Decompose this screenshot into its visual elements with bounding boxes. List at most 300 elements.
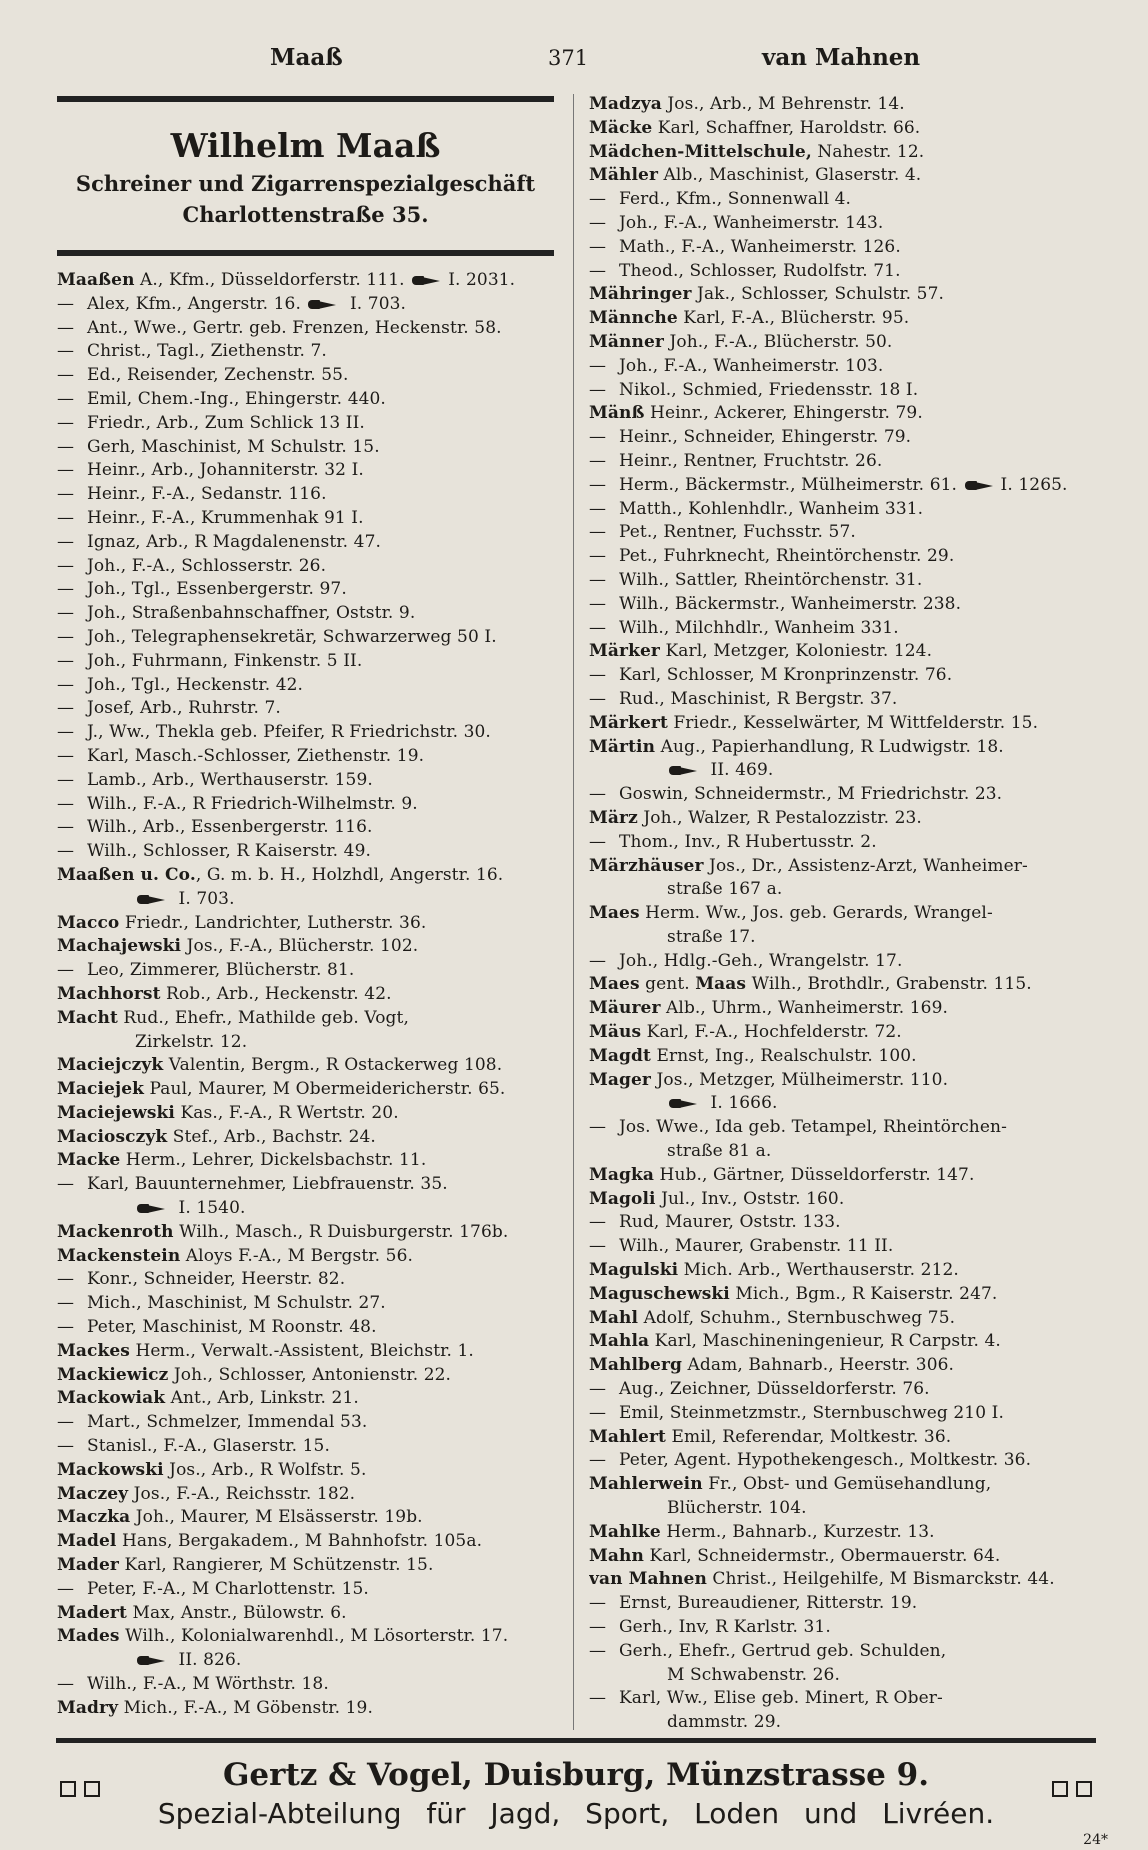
directory-entry bbox=[589, 569, 1094, 593]
entry-surname: Madzya bbox=[589, 94, 662, 114]
directory-entry bbox=[589, 521, 1094, 545]
entry-details: Christ., Heilgehilfe, M Bismarckstr. 44. bbox=[706, 1569, 1055, 1590]
entry-details: Karl, Metzger, Koloniestr. 124. bbox=[659, 641, 933, 662]
entry-details: Jos., Arb., R Wolfstr. 5. bbox=[163, 1459, 367, 1480]
directory-entry bbox=[57, 816, 554, 840]
directory-entry bbox=[589, 1021, 1094, 1045]
entry-surname: Mäus bbox=[589, 1022, 642, 1043]
directory-entry bbox=[57, 483, 554, 507]
page-number: 371 bbox=[548, 46, 589, 70]
footer-rule bbox=[56, 1738, 1096, 1743]
directory-entry bbox=[57, 1340, 554, 1364]
repeat-dash: — bbox=[57, 698, 75, 719]
repeat-dash: — bbox=[57, 793, 75, 814]
entry-details: Theod., Schlosser, Rudolfstr. 71. bbox=[619, 260, 901, 281]
directory-entry bbox=[589, 1426, 1094, 1450]
directory-entry bbox=[57, 412, 554, 436]
entry-surname: Macke bbox=[57, 1150, 121, 1171]
telephone-icon bbox=[965, 481, 997, 490]
repeat-dash: — bbox=[589, 236, 607, 257]
directory-entry bbox=[589, 1402, 1094, 1426]
entry-details: Gerh, Maschinist, M Schulstr. 15. bbox=[87, 436, 380, 457]
directory-entry bbox=[589, 331, 1094, 355]
entry-details: Joh., Hdlg.-Geh., Wrangelstr. 17. bbox=[619, 950, 903, 971]
repeat-dash: — bbox=[57, 293, 75, 314]
repeat-dash: — bbox=[57, 960, 75, 981]
repeat-dash: — bbox=[589, 569, 607, 590]
directory-entry bbox=[57, 983, 554, 1007]
directory-entry bbox=[57, 793, 554, 817]
telephone-number: I. 1265. bbox=[1000, 474, 1068, 495]
entry-details: Ant., Wwe., Gertr. geb. Frenzen, Heckenstr. 58. bbox=[87, 317, 502, 338]
entry-details: Alex, Kfm., Angerstr. 16. bbox=[87, 293, 307, 314]
directory-entry bbox=[589, 712, 1094, 736]
footer-line-1 bbox=[56, 1755, 1096, 1795]
directory-entry bbox=[57, 1149, 554, 1173]
directory-entry bbox=[57, 531, 554, 555]
entry-details: Karl, Schneidermstr., Obermauerstr. 64. bbox=[643, 1545, 1001, 1566]
repeat-dash: — bbox=[57, 365, 75, 386]
entry-surname: Macco bbox=[57, 912, 120, 933]
entry-surname: Mänß bbox=[589, 403, 645, 424]
entry-surname: Mahlke bbox=[589, 1521, 661, 1542]
entry-surname: Maes bbox=[589, 903, 640, 924]
entry-details: Pet., Rentner, Fuchsstr. 57. bbox=[619, 522, 856, 543]
entry-surname: Mackiewicz bbox=[57, 1364, 169, 1385]
directory-entry bbox=[57, 959, 554, 983]
entry-details: Karl, Maschineningenieur, R Carpstr. 4. bbox=[649, 1331, 1001, 1352]
repeat-dash: — bbox=[57, 555, 75, 576]
directory-entry bbox=[57, 507, 554, 531]
entry-details: Peter, Agent. Hypothekengesch., Moltkestr. 36. bbox=[619, 1450, 1032, 1471]
repeat-dash: — bbox=[589, 1450, 607, 1471]
directory-entry bbox=[589, 141, 1094, 165]
entry-details: Rud., Ehefr., Mathilde geb. Vogt, bbox=[117, 1007, 409, 1028]
directory-entry bbox=[589, 1116, 1094, 1140]
entry-details: Adolf, Schuhm., Sternbuschweg 75. bbox=[638, 1307, 956, 1328]
telephone-icon bbox=[137, 1656, 169, 1665]
directory-entry bbox=[589, 1640, 1094, 1664]
entry-details: Konr., Schneider, Heerstr. 82. bbox=[87, 1269, 346, 1290]
directory-entry bbox=[589, 593, 1094, 617]
repeat-dash: — bbox=[57, 1317, 75, 1338]
entry-details: Wilh., Sattler, Rheintörchenstr. 31. bbox=[619, 569, 923, 590]
directory-entry bbox=[589, 1164, 1094, 1188]
directory-entry bbox=[589, 307, 1094, 331]
entry-details: Joh., Maurer, M Elsässerstr. 19b. bbox=[130, 1507, 423, 1528]
directory-entry bbox=[57, 1649, 554, 1673]
entry-details: Karl, Bauunternehmer, Liebfrauenstr. 35. bbox=[87, 1174, 448, 1195]
entry-details: Kas., F.-A., R Wertstr. 20. bbox=[174, 1102, 399, 1123]
left-column bbox=[57, 96, 554, 1721]
repeat-dash: — bbox=[57, 841, 75, 862]
entry-details: straße 167 a. bbox=[667, 879, 783, 900]
repeat-dash: — bbox=[57, 460, 75, 481]
repeat-dash: — bbox=[589, 617, 607, 638]
entry-surname: März bbox=[589, 807, 638, 828]
entry-details: Blücherstr. 104. bbox=[667, 1498, 807, 1519]
repeat-dash: — bbox=[589, 1379, 607, 1400]
left-entry-list bbox=[57, 269, 554, 1721]
advert-line-1: Schreiner und Zigarrenspezialgeschäft bbox=[75, 171, 536, 196]
entry-surname: Mahla bbox=[589, 1331, 650, 1352]
repeat-dash: — bbox=[589, 355, 607, 376]
directory-entry bbox=[589, 1592, 1094, 1616]
entry-details: straße 81 a. bbox=[667, 1141, 772, 1162]
directory-entry bbox=[57, 1197, 554, 1221]
directory-entry bbox=[589, 212, 1094, 236]
entry-details: Joh., Tgl., Heckenstr. 42. bbox=[87, 674, 304, 695]
directory-entry bbox=[589, 117, 1094, 141]
entry-details: Heinr., Schneider, Ehingerstr. 79. bbox=[619, 427, 912, 448]
page-header bbox=[0, 44, 1148, 84]
telephone-icon bbox=[412, 276, 444, 285]
entry-surname: Mahn bbox=[589, 1545, 644, 1566]
directory-entry bbox=[57, 840, 554, 864]
directory-entry bbox=[589, 1140, 1094, 1164]
directory-entry bbox=[57, 1102, 554, 1126]
directory-entry bbox=[589, 1616, 1094, 1640]
entry-details: Nikol., Schmied, Friedensstr. 18 I. bbox=[619, 379, 919, 400]
entry-surname: Mädchen-Mittelschule, bbox=[589, 141, 812, 162]
entry-details: Wilh., F.-A., R Friedrich-Wilhelmstr. 9. bbox=[87, 793, 418, 814]
entry-details: Lamb., Arb., Werthauserstr. 159. bbox=[87, 769, 373, 790]
repeat-dash: — bbox=[589, 665, 607, 686]
entry-details: Joh., Telegraphensekretär, Schwarzerweg 50 I. bbox=[87, 626, 497, 647]
entry-details: Emil, Steinmetzmstr., Sternbuschweg 210 I. bbox=[619, 1402, 1004, 1423]
directory-entry bbox=[57, 1221, 554, 1245]
repeat-dash: — bbox=[589, 1593, 607, 1614]
square-bullets-right bbox=[1048, 1767, 1096, 1807]
entry-details: Aug., Papierhandlung, R Ludwigstr. 18. bbox=[655, 736, 1004, 757]
entry-details: Leo, Zimmerer, Blücherstr. 81. bbox=[87, 960, 355, 981]
directory-entry bbox=[57, 340, 554, 364]
entry-details: Alb., Maschinist, Glaserstr. 4. bbox=[658, 165, 922, 186]
entry-surname: Mager bbox=[589, 1069, 651, 1090]
entry-details: Peter, Maschinist, M Roonstr. 48. bbox=[87, 1317, 377, 1338]
entry-details: Peter, F.-A., M Charlottenstr. 15. bbox=[87, 1578, 369, 1599]
telephone-number: II. 826. bbox=[173, 1650, 242, 1671]
repeat-dash: — bbox=[57, 1436, 75, 1457]
entry-surname: Madert bbox=[57, 1602, 127, 1623]
repeat-dash: — bbox=[57, 579, 75, 600]
repeat-dash: — bbox=[589, 1402, 607, 1423]
directory-entry bbox=[589, 283, 1094, 307]
repeat-dash: — bbox=[57, 650, 75, 671]
entry-details: Ed., Reisender, Zechenstr. 55. bbox=[87, 365, 349, 386]
sheet-signature: 24* bbox=[1083, 1832, 1108, 1848]
entry-details: Aug., Zeichner, Düsseldorferstr. 76. bbox=[619, 1379, 930, 1400]
repeat-dash: — bbox=[589, 427, 607, 448]
entry-details: Wilh., F.-A., M Wörthstr. 18. bbox=[87, 1674, 329, 1695]
directory-entry bbox=[57, 674, 554, 698]
entry-surname: Mackenroth bbox=[57, 1221, 174, 1242]
entry-details: Ignaz, Arb., R Magdalenenstr. 47. bbox=[87, 531, 382, 552]
directory-entry bbox=[589, 426, 1094, 450]
directory-entry bbox=[57, 1007, 554, 1031]
header-left-name: Maaß bbox=[270, 44, 343, 71]
entry-surname: Märtin bbox=[589, 736, 656, 757]
directory-entry bbox=[57, 1530, 554, 1554]
entry-details: Joh., F.-A., Blücherstr. 50. bbox=[663, 331, 893, 352]
directory-entry bbox=[589, 1568, 1094, 1592]
directory-entry bbox=[589, 93, 1094, 117]
directory-entry bbox=[589, 1069, 1094, 1093]
directory-entry bbox=[589, 1449, 1094, 1473]
directory-entry bbox=[57, 269, 554, 293]
entry-details: Wilh., Schlosser, R Kaiserstr. 49. bbox=[87, 841, 372, 862]
entry-surname: Maczey bbox=[57, 1483, 129, 1504]
repeat-dash: — bbox=[589, 1688, 607, 1709]
directory-entry bbox=[589, 188, 1094, 212]
repeat-dash: — bbox=[57, 1578, 75, 1599]
directory-entry bbox=[589, 855, 1094, 879]
directory-entry bbox=[589, 617, 1094, 641]
entry-details: Joh., Fuhrmann, Finkenstr. 5 II. bbox=[87, 650, 363, 671]
entry-details: Mich. Arb., Werthauserstr. 212. bbox=[678, 1260, 959, 1281]
directory-entry bbox=[57, 578, 554, 602]
entry-details: Nahestr. 12. bbox=[811, 141, 925, 162]
entry-details: Joh., F.-A., Schlosserstr. 26. bbox=[87, 555, 327, 576]
entry-details: Herm., Bäckermstr., Mülheimerstr. 61. bbox=[619, 474, 963, 495]
entry-surname: Mades bbox=[57, 1626, 120, 1647]
repeat-dash: — bbox=[589, 784, 607, 805]
directory-entry bbox=[589, 1521, 1094, 1545]
repeat-dash: — bbox=[57, 507, 75, 528]
entry-surname: Mahlert bbox=[589, 1426, 666, 1447]
repeat-dash: — bbox=[589, 1236, 607, 1257]
entry-surname: Magulski bbox=[589, 1260, 679, 1281]
repeat-dash: — bbox=[589, 1640, 607, 1661]
directory-entry bbox=[589, 1378, 1094, 1402]
entry-details: Wilh., Maurer, Grabenstr. 11 II. bbox=[619, 1236, 894, 1257]
telephone-number: I. 1540. bbox=[173, 1198, 246, 1219]
entry-details: Mich., Maschinist, M Schulstr. 27. bbox=[87, 1293, 386, 1314]
entry-details: Jul., Inv., Oststr. 160. bbox=[655, 1188, 845, 1209]
directory-entry bbox=[589, 688, 1094, 712]
directory-entry bbox=[57, 317, 554, 341]
directory-entry bbox=[589, 1664, 1094, 1688]
directory-entry bbox=[589, 1330, 1094, 1354]
entry-details: Pet., Fuhrknecht, Rheintörchenstr. 29. bbox=[619, 546, 955, 567]
footer-firm-text: Gertz & Vogel, Duisburg, Münzstrasse 9. bbox=[222, 1757, 930, 1793]
repeat-dash: — bbox=[57, 341, 75, 362]
advert-box bbox=[57, 102, 554, 250]
repeat-dash: — bbox=[57, 1293, 75, 1314]
repeat-dash: — bbox=[589, 379, 607, 400]
directory-entry bbox=[589, 1045, 1094, 1069]
directory-entry bbox=[57, 697, 554, 721]
entry-details: Aloys F.-A., M Bergstr. 56. bbox=[180, 1245, 413, 1266]
directory-entry bbox=[57, 864, 554, 888]
column-divider bbox=[573, 94, 574, 1730]
entry-details: Wilh., Bäckermstr., Wanheimerstr. 238. bbox=[619, 593, 962, 614]
repeat-dash: — bbox=[57, 317, 75, 338]
repeat-dash: — bbox=[589, 950, 607, 971]
directory-entry bbox=[589, 545, 1094, 569]
entry-details: Karl, Ww., Elise geb. Minert, R Ober- bbox=[619, 1688, 943, 1709]
repeat-dash: — bbox=[57, 603, 75, 624]
entry-surname: Madel bbox=[57, 1531, 117, 1552]
repeat-dash: — bbox=[57, 817, 75, 838]
entry-details: Math., F.-A., Wanheimerstr. 126. bbox=[619, 236, 901, 257]
entry-surname: Mackowski bbox=[57, 1459, 164, 1480]
entry-details: Adam, Bahnarb., Heerstr. 306. bbox=[682, 1355, 955, 1376]
directory-entry bbox=[57, 888, 554, 912]
repeat-dash: — bbox=[57, 626, 75, 647]
entry-details: Valentin, Bergm., R Ostackerweg 108. bbox=[163, 1055, 503, 1076]
directory-entry bbox=[589, 164, 1094, 188]
directory-entry bbox=[57, 555, 554, 579]
directory-entry bbox=[589, 783, 1094, 807]
entry-details: J., Ww., Thekla geb. Pfeifer, R Friedrichstr. 30. bbox=[87, 722, 491, 743]
entry-details: Joh., Straßenbahnschaffner, Oststr. 9. bbox=[87, 603, 416, 624]
entry-details: Karl, Schaffner, Haroldstr. 66. bbox=[652, 117, 921, 138]
entry-surname: Mäcke bbox=[589, 117, 653, 138]
directory-entry bbox=[589, 1259, 1094, 1283]
repeat-dash: — bbox=[589, 260, 607, 281]
directory-entry bbox=[589, 1188, 1094, 1212]
entry-surname: Maaßen bbox=[57, 270, 135, 290]
entry-details: Heinr., F.-A., Sedanstr. 116. bbox=[87, 484, 327, 505]
entry-surname: Mäurer bbox=[589, 998, 661, 1019]
entry-surname: Magdt bbox=[589, 1045, 651, 1066]
directory-entry bbox=[57, 1578, 554, 1602]
directory-entry bbox=[57, 436, 554, 460]
directory-entry bbox=[57, 1602, 554, 1626]
directory-entry bbox=[57, 388, 554, 412]
repeat-dash: — bbox=[589, 593, 607, 614]
directory-entry bbox=[589, 1283, 1094, 1307]
entry-details: Karl, F.-A., Hochfelderstr. 72. bbox=[641, 1022, 902, 1043]
directory-entry bbox=[589, 736, 1094, 760]
entry-details: Herm., Lehrer, Dickelsbachstr. 11. bbox=[120, 1150, 427, 1171]
entry-details: Karl, Rangierer, M Schützenstr. 15. bbox=[119, 1555, 434, 1576]
directory-entry bbox=[57, 1054, 554, 1078]
telephone-number: II. 469. bbox=[705, 760, 774, 781]
repeat-dash: — bbox=[589, 474, 607, 495]
entry-details: Friedr., Kesselwärter, M Wittfelderstr. 15. bbox=[667, 712, 1039, 733]
entry-surname: Mahlberg bbox=[589, 1355, 682, 1376]
repeat-dash: — bbox=[589, 450, 607, 471]
entry-details: Karl, Masch.-Schlosser, Ziethenstr. 19. bbox=[87, 745, 425, 766]
repeat-dash: — bbox=[589, 189, 607, 210]
directory-entry bbox=[57, 1673, 554, 1697]
directory-entry bbox=[57, 626, 554, 650]
directory-entry bbox=[57, 364, 554, 388]
entry-surname: Maciejczyk bbox=[57, 1055, 164, 1076]
entry-details: Zirkelstr. 12. bbox=[135, 1031, 248, 1052]
telephone-icon bbox=[137, 895, 169, 904]
directory-entry bbox=[57, 1387, 554, 1411]
entry-details: Hub., Gärtner, Düsseldorferstr. 147. bbox=[654, 1164, 975, 1185]
directory-entry bbox=[57, 1078, 554, 1102]
directory-entry bbox=[57, 1483, 554, 1507]
directory-entry bbox=[57, 1411, 554, 1435]
footer-advert bbox=[56, 1738, 1096, 1833]
entry-surname: Mackenstein bbox=[57, 1245, 181, 1266]
entry-details: Rud, Maurer, Oststr. 133. bbox=[619, 1212, 841, 1233]
directory-entry bbox=[589, 379, 1094, 403]
entry-details: Emil, Chem.-Ing., Ehingerstr. 440. bbox=[87, 388, 386, 409]
directory-entry bbox=[589, 1711, 1094, 1735]
entry-details: Wilh., Arb., Essenbergerstr. 116. bbox=[87, 817, 373, 838]
footer-line-2: Spezial-Abteilung für Jagd, Sport, Loden und Livréen. bbox=[157, 1797, 995, 1830]
advert-bottom-rule bbox=[57, 250, 554, 256]
entry-details: Heinr., Ackerer, Ehingerstr. 79. bbox=[644, 403, 923, 424]
entry-surname: Madry bbox=[57, 1697, 119, 1718]
entry-details: Karl, F.-A., Blücherstr. 95. bbox=[677, 308, 910, 329]
entry-surname: Maczka bbox=[57, 1507, 131, 1528]
directory-entry bbox=[589, 236, 1094, 260]
entry-details: Ant., Arb, Linkstr. 21. bbox=[165, 1388, 359, 1409]
entry-details: Mart., Schmelzer, Immendal 53. bbox=[87, 1412, 368, 1433]
directory-entry bbox=[589, 950, 1094, 974]
entry-details: Heinr., F.-A., Krummenhak 91 I. bbox=[87, 507, 364, 528]
entry-surname: Männche bbox=[589, 308, 678, 329]
entry-details: Goswin, Schneidermstr., M Friedrichstr. 23. bbox=[619, 784, 1003, 805]
directory-entry bbox=[589, 1235, 1094, 1259]
entry-details: Jos., Dr., Assistenz-Arzt, Wanheimer- bbox=[703, 855, 1028, 876]
directory-entry bbox=[589, 1545, 1094, 1569]
entry-details: Joh., F.-A., Wanheimerstr. 103. bbox=[619, 355, 884, 376]
entry-details: Herm. Ww., Jos. geb. Gerards, Wrangel- bbox=[639, 903, 993, 924]
directory-entry bbox=[57, 459, 554, 483]
advert-line-2: Charlottenstraße 35. bbox=[182, 202, 429, 227]
directory-entry bbox=[589, 902, 1094, 926]
directory-entry bbox=[589, 260, 1094, 284]
repeat-dash: — bbox=[57, 1412, 75, 1433]
directory-entry bbox=[589, 759, 1094, 783]
directory-entry bbox=[589, 474, 1094, 498]
directory-entry bbox=[57, 1268, 554, 1292]
directory-entry bbox=[57, 1554, 554, 1578]
entry-details: Karl, Schlosser, M Kronprinzenstr. 76. bbox=[619, 665, 953, 686]
entry-details: Wilh., Milchhdlr., Wanheim 331. bbox=[619, 617, 899, 638]
entry-details: straße 17. bbox=[667, 926, 756, 947]
directory-entry bbox=[57, 1031, 554, 1055]
repeat-dash: — bbox=[57, 1674, 75, 1695]
repeat-dash: — bbox=[589, 688, 607, 709]
telephone-number: I. 1666. bbox=[705, 1093, 778, 1114]
entry-details: , G. m. b. H., Holzhdl, Angerstr. 16. bbox=[195, 864, 504, 885]
entry-details: Friedr., Landrichter, Lutherstr. 36. bbox=[119, 912, 427, 933]
directory-entry bbox=[589, 1473, 1094, 1497]
repeat-dash: — bbox=[57, 388, 75, 409]
directory-entry bbox=[57, 1292, 554, 1316]
repeat-dash: — bbox=[589, 1617, 607, 1637]
telephone-icon bbox=[308, 300, 340, 309]
repeat-dash: — bbox=[57, 436, 75, 457]
entry-surname: Mahlerwein bbox=[589, 1474, 703, 1495]
entry-surname: van Mahnen bbox=[589, 1569, 707, 1590]
repeat-dash: — bbox=[57, 722, 75, 743]
entry-details: Jak., Schlosser, Schulstr. 57. bbox=[691, 284, 945, 305]
entry-details: Joh., Schlosser, Antonienstr. 22. bbox=[168, 1364, 452, 1385]
entry-surname: Märkert bbox=[589, 712, 668, 733]
directory-entry bbox=[589, 1092, 1094, 1116]
entry-details: Gerh., Inv, R Karlstr. 31. bbox=[619, 1617, 831, 1637]
repeat-dash: — bbox=[57, 531, 75, 552]
entry-details: Rob., Arb., Heckenstr. 42. bbox=[160, 983, 392, 1004]
directory-entry bbox=[57, 293, 554, 317]
directory-entry bbox=[589, 1211, 1094, 1235]
repeat-dash: — bbox=[589, 546, 607, 567]
entry-surname: Mahl bbox=[589, 1307, 639, 1328]
directory-entry bbox=[589, 498, 1094, 522]
entry-surname: Märker bbox=[589, 641, 660, 662]
entry-details: gent. bbox=[639, 974, 696, 995]
